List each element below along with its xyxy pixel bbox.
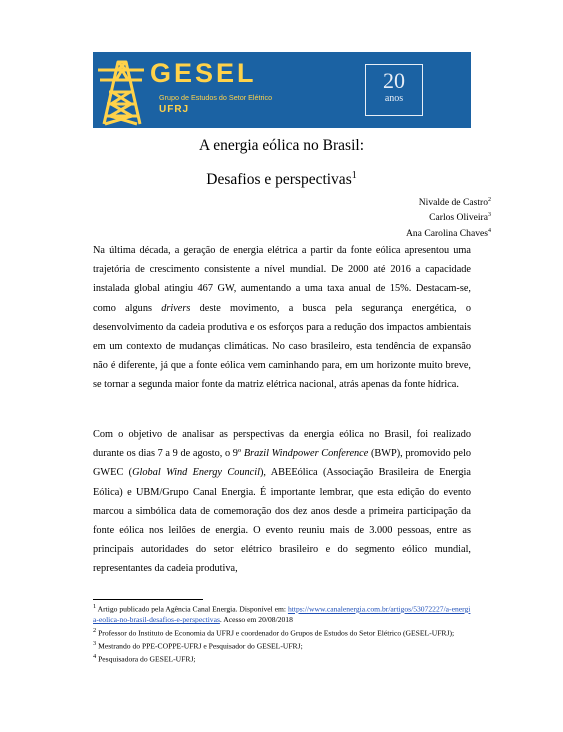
document-title-line2 — [0, 167, 563, 189]
footnotes — [93, 602, 471, 665]
body-paragraph-2 — [93, 425, 471, 579]
footnote-mark: 1 — [93, 603, 97, 610]
author-3 — [406, 225, 491, 240]
badge-word: anos — [384, 93, 404, 104]
footnote-text: Artigo publicado pela Agência Canal Energia. Disponível em: — [96, 604, 288, 614]
logo-subtitle: Grupo de Estudos do Setor Elétrico — [159, 93, 273, 102]
paragraph-text: Com o objetivo de analisar as perspectivas da energia eólica no Brasil, foi realizado durante os dias 7 a 9 de agosto, o 9º — [93, 429, 471, 460]
footnote-divider — [93, 599, 203, 600]
body-paragraph-1 — [93, 241, 471, 395]
author-name: Carlos Oliveira — [429, 212, 488, 224]
header-banner — [93, 52, 471, 128]
author-1 — [406, 194, 491, 209]
logo-wordmark: GESEL — [150, 58, 257, 88]
title-text: Desafios e perspectivas — [206, 171, 352, 189]
footnote-text: Pesquisadora do GESEL-UFRJ; — [96, 654, 196, 664]
paragraph-text: (BWP), promovido pelo GWEC ( — [93, 448, 471, 479]
document-title-line1: A energia eólica no Brasil: — [199, 137, 364, 154]
footnote-text: Mestrando do PPE-COPPE-UFRJ e Pesquisador do GESEL-UFRJ; — [96, 641, 303, 651]
author-mark: 4 — [488, 227, 491, 234]
author-mark: 3 — [488, 212, 491, 219]
paragraph-text: Na última década, a geração de energia elétrica a partir da fonte eólica apresentou uma trajetória de crescimento consistente a nível mundial. De 2000 até 2016 a capacidade instalada global atingiu 467 GW, aumentando a uma taxa anual de 15%. Destacam-se, como alguns — [93, 245, 471, 314]
author-2 — [406, 209, 491, 224]
footnote-4 — [93, 652, 471, 665]
italic-term: Global Wind Energy Council — [132, 467, 260, 479]
author-mark: 2 — [488, 197, 491, 203]
footnote-1 — [93, 602, 471, 626]
footnote-mark: 4 — [93, 652, 97, 660]
badge-number: 20 — [383, 68, 405, 93]
anniversary-badge — [365, 64, 423, 116]
author-name: Ana Carolina Chaves — [405, 228, 488, 240]
author-list — [406, 194, 491, 240]
italic-term: drivers — [161, 302, 191, 314]
footnote-text: Professor do Instituto de Economia da UFRJ e coordenador do Grupos de Estudos do Setor Elétrico (GESEL-UFRJ); — [96, 628, 455, 638]
transmission-tower-icon — [96, 56, 146, 126]
author-name: Nivalde de Castro — [418, 197, 488, 209]
footnote-3 — [93, 639, 471, 652]
footnote-2 — [93, 626, 471, 639]
logo-institution: UFRJ — [159, 104, 190, 115]
title-footnote-mark: 1 — [351, 170, 357, 181]
footnote-mark: 3 — [93, 639, 97, 647]
footnote-mark: 2 — [93, 626, 97, 634]
footnote-link[interactable]: https://www.canalenergia.com.br/artigos/53072227/a-energia-eolica-no-brasil-desafios-e-perspectivas — [93, 604, 471, 625]
italic-term: Brazil Windpower Conference — [243, 448, 369, 460]
footnote-text: . Acesso em 20/08/2018 — [219, 615, 293, 625]
paragraph-text: ), ABEEólica (Associação Brasileira de Energia Eólica) e UBM/Grupo Canal Energia. É importante lembrar, que esta edição do evento marcou a simbólica data de comemoração dos dez anos desde a primeira participação da fonte eólica nos leilões de energia. O evento reuniu mais de 3.000 pessoas, entre as principais autoridades do setor elétrico brasileiro e do segmento eólico mundial, representantes da cadeia produtiva, — [93, 467, 471, 575]
paragraph-text: deste movimento, a busca pela segurança energética, o desenvolvimento da cadeia produtiva e os esforços para a redução dos impactos ambientais em um contexto de mudanças climáticas. No caso brasileiro, esta tendência de expansão não é diferente, já que a fonte eólica vem caminhando para, em um horizonte muito breve, se tornar a segunda maior fonte da matriz elétrica nacional, atrás apenas da fonte hídrica. — [93, 302, 471, 391]
